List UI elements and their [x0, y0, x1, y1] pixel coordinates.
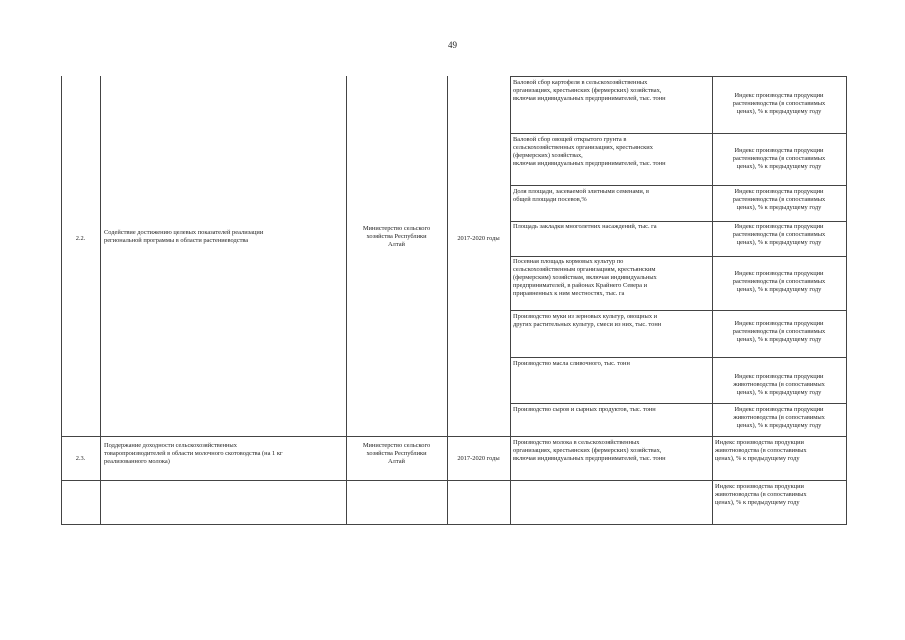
text-line: Производство сыров и сырных продуктов, тыс. тонн	[513, 406, 656, 413]
text-line: Доля площади, засеваемой элитными семенами, в	[513, 188, 649, 195]
indicator-row-divider	[510, 403, 847, 404]
index-indicator-text	[712, 223, 846, 247]
page-number: 49	[448, 40, 457, 50]
indicator-row-divider	[510, 185, 847, 186]
column-divider	[100, 76, 101, 524]
text-line: Площадь закладки многолетних насаждений, тыс. га	[513, 223, 657, 230]
index-indicator-text	[712, 188, 846, 212]
result-indicator-text	[513, 439, 666, 463]
result-indicator-text	[513, 188, 649, 204]
row-number: 2.3.	[75, 455, 86, 462]
text-line: животноводства (в сопоставимых	[733, 414, 825, 422]
indicator-row-divider	[510, 76, 847, 77]
text-line: животноводства (в сопоставимых	[715, 491, 807, 499]
indicator-row-divider	[510, 221, 847, 222]
text-line: включая индивидуальных предпринимателей, тыс. тонн	[513, 160, 666, 168]
text-line: (фермерских) хозяйствах,	[513, 152, 583, 160]
text-line: Индекс производства продукции	[715, 483, 804, 490]
text-line: Министерство сельского	[362, 225, 431, 232]
row-divider	[61, 436, 847, 437]
text-line: ценах), % к предыдущему году	[715, 455, 800, 463]
measure-text	[104, 442, 283, 466]
text-line: приравненных к ним местностях, тыс. га	[513, 290, 625, 298]
text-line: Индекс производства продукции	[734, 92, 824, 99]
text-line: (фермерским) хозяйствам, включая индивидуальных	[513, 274, 657, 282]
result-indicator-text	[513, 223, 657, 231]
text-line: включая индивидуальных предпринимателей, тыс. тонн	[513, 455, 666, 463]
text-line: общей площади посевов,%	[513, 196, 587, 204]
index-indicator-text	[712, 92, 846, 116]
text-line: хозяйства Республики	[366, 233, 427, 241]
column-divider	[510, 76, 511, 524]
index-indicator-text	[712, 270, 846, 294]
text-line: ценах), % к предыдущему году	[736, 389, 822, 397]
period-text: 2017-2020 годы	[457, 235, 500, 242]
table-border-right	[846, 76, 847, 524]
text-line: ценах), % к предыдущему году	[736, 204, 822, 212]
text-line: включая индивидуальных предпринимателей, тыс. тонн	[513, 95, 666, 103]
text-line: животноводства (в сопоставимых	[733, 381, 825, 389]
measure-text	[104, 229, 263, 245]
text-line: Индекс производства продукции	[715, 439, 804, 446]
text-line: реализованного молока)	[104, 458, 170, 466]
result-indicator-text	[513, 313, 661, 329]
text-line: Алтай	[388, 241, 405, 249]
text-line: Содействие достижению целевых показателей реализации	[104, 229, 264, 236]
table-border-bottom	[61, 524, 847, 525]
column-divider	[712, 76, 713, 524]
row-divider	[61, 480, 847, 481]
text-line: Алтай	[388, 458, 405, 466]
text-line: предпринимателей, в районах Крайнего Севера и	[513, 282, 648, 290]
index-indicator-text	[715, 483, 807, 507]
text-line: Индекс производства продукции	[734, 270, 824, 277]
text-line: региональной программы в области растениеводства	[104, 237, 249, 245]
result-indicator-text	[513, 360, 630, 368]
text-line: животноводства (в сопоставимых	[715, 447, 807, 455]
text-line: Индекс производства продукции	[734, 147, 824, 154]
text-line: ценах), % к предыдущему году	[715, 499, 800, 507]
text-line: ценах), % к предыдущему году	[736, 108, 822, 116]
result-indicator-text	[513, 406, 656, 414]
indicator-row-divider	[510, 133, 847, 134]
text-line: Поддержание доходности сельскохозяйственных	[104, 442, 237, 449]
text-line: растениеводства (в сопоставимых	[732, 100, 826, 108]
result-indicator-text	[513, 258, 657, 298]
result-indicator-text	[513, 79, 666, 103]
text-line: организациях, крестьянских (фермерских) хозяйствах,	[513, 87, 662, 95]
text-line: хозяйства Республики	[366, 450, 427, 458]
executor-text	[346, 442, 447, 466]
index-indicator-text	[712, 147, 846, 171]
text-line: ценах), % к предыдущему году	[736, 163, 822, 171]
indicator-row-divider	[510, 357, 847, 358]
text-line: растениеводства (в сопоставимых	[732, 196, 826, 204]
text-line: Посевная площадь кормовых культур по	[513, 258, 624, 265]
indicator-row-divider	[510, 310, 847, 311]
index-indicator-text	[712, 406, 846, 430]
executor-text	[346, 225, 447, 249]
text-line: Индекс производства продукции	[734, 223, 824, 230]
text-line: Индекс производства продукции	[734, 373, 824, 380]
text-line: других растительных культур, смеси из них, тыс. тонн	[513, 321, 662, 329]
text-line: ценах), % к предыдущему году	[736, 286, 822, 294]
index-indicator-text	[715, 439, 807, 463]
text-line: Производство масла сливочного, тыс. тонн	[513, 360, 630, 367]
text-line: Индекс производства продукции	[734, 188, 824, 195]
text-line: Производство молока в сельскохозяйственных	[513, 439, 640, 446]
text-line: ценах), % к предыдущему году	[736, 239, 822, 247]
text-line: Валовой сбор овощей открытого грунта в	[513, 136, 627, 143]
text-line: растениеводства (в сопоставимых	[732, 231, 826, 239]
text-line: растениеводства (в сопоставимых	[732, 328, 826, 336]
text-line: Валовой сбор картофеля в сельскохозяйственных	[513, 79, 648, 86]
index-indicator-text	[712, 320, 846, 344]
period-text: 2017-2020 годы	[457, 455, 500, 462]
text-line: ценах), % к предыдущему году	[736, 422, 822, 430]
text-line: Производство муки из зерновых культур, овощных и	[513, 313, 658, 320]
indicator-row-divider	[510, 256, 847, 257]
text-line: сельскохозяйственным организациям, крестьянским	[513, 266, 656, 274]
row-number: 2.2.	[75, 235, 86, 242]
text-line: Индекс производства продукции	[734, 406, 824, 413]
text-line: Министерство сельского	[362, 442, 431, 449]
text-line: сельскохозяйственных организациях, крестьянских	[513, 144, 653, 152]
text-line: Индекс производства продукции	[734, 320, 824, 327]
text-line: растениеводства (в сопоставимых	[732, 155, 826, 163]
index-indicator-text	[712, 373, 846, 397]
result-indicator-text	[513, 136, 666, 168]
text-line: ценах), % к предыдущему году	[736, 336, 822, 344]
text-line: организациях, крестьянских (фермерских) хозяйствах,	[513, 447, 662, 455]
text-line: товаропроизводителей в области молочного скотоводства (на 1 кг	[104, 450, 283, 458]
text-line: растениеводства (в сопоставимых	[732, 278, 826, 286]
